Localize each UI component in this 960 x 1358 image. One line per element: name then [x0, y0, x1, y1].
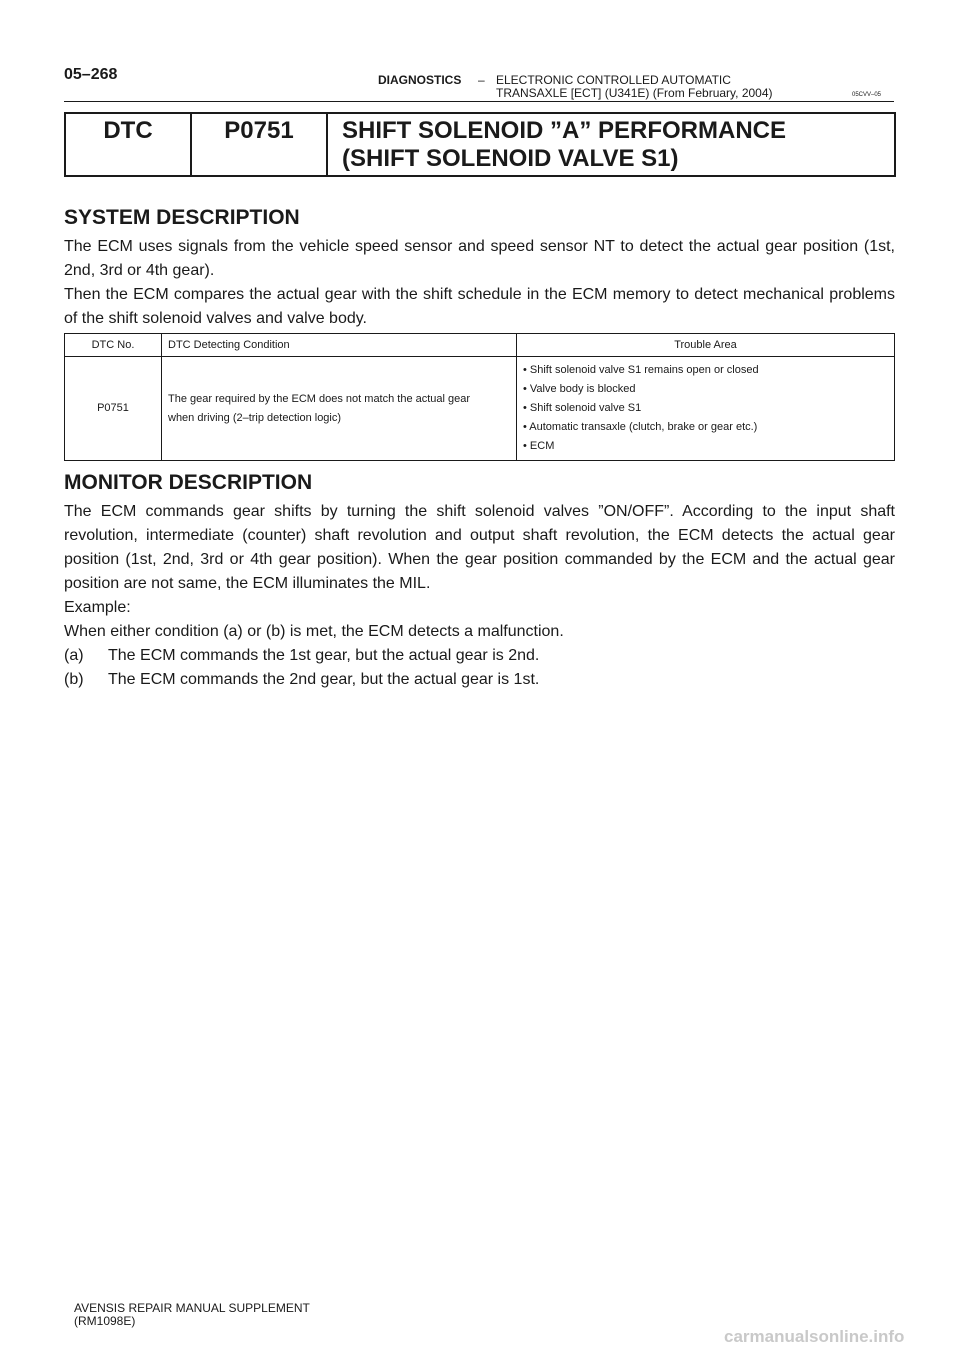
- condition-line2: when driving (2–trip detection logic): [168, 411, 342, 424]
- dtc-table: [64, 333, 895, 461]
- header-title-line1: ELECTRONIC CONTROLLED AUTOMATIC: [496, 73, 731, 87]
- header-rule: [64, 101, 894, 102]
- page-number: 05–268: [64, 66, 118, 83]
- trouble-area-item: • ECM: [523, 440, 555, 452]
- system-description-heading: SYSTEM DESCRIPTION: [64, 206, 300, 229]
- dtc-title-line2: (SHIFT SOLENOID VALVE S1): [342, 145, 679, 172]
- list-item: [64, 668, 895, 692]
- system-description-text: [64, 235, 895, 331]
- header-detecting-condition: DTC Detecting Condition: [162, 334, 517, 357]
- header-section: DIAGNOSTICS: [378, 73, 462, 87]
- monitor-description-text: [64, 500, 895, 692]
- list-item-label: (a): [64, 647, 84, 664]
- list-item-label: (b): [64, 671, 84, 688]
- list-item-text: The ECM commands the 2nd gear, but the actual gear is 1st.: [108, 671, 540, 688]
- footer-manual-code: (RM1098E): [74, 1314, 136, 1328]
- cell-detecting-condition: [162, 357, 517, 461]
- cell-dtc-no: P0751: [65, 357, 162, 461]
- monitor-description-paragraph: The ECM commands gear shifts by turning the shift solenoid valves ”ON/OFF”. According to the input shaft revolution, intermediate (counter) shaft revolution and output shaft revolution, the ECM detects the actual gear position (1st, 2nd, 3rd or 4th gear position). When the gear position commanded by the ECM and the actual gear position are not same, the ECM illuminates the MIL.: [64, 503, 895, 592]
- header-trouble-area: Trouble Area: [517, 334, 895, 357]
- trouble-area-item: • Shift solenoid valve S1 remains open or closed: [523, 364, 759, 376]
- dtc-title-line1: SHIFT SOLENOID ”A” PERFORMANCE: [342, 117, 787, 144]
- trouble-area-item: • Automatic transaxle (clutch, brake or gear etc.): [523, 421, 758, 433]
- dtc-label: DTC: [66, 114, 192, 175]
- header-dash: –: [478, 73, 485, 87]
- header-title-line2: TRANSAXLE [ECT] (U341E) (From February, 2004): [496, 86, 773, 100]
- example-list: [64, 644, 895, 692]
- system-description-paragraph2: Then the ECM compares the actual gear with the shift schedule in the ECM memory to detect mechanical problems of the shift solenoid valves and valve body.: [64, 286, 895, 327]
- example-intro: When either condition (a) or (b) is met, the ECM detects a malfunction.: [64, 623, 564, 640]
- table-row: [65, 357, 895, 461]
- trouble-area-item: • Shift solenoid valve S1: [523, 402, 642, 414]
- monitor-description-heading: MONITOR DESCRIPTION: [64, 471, 313, 494]
- header-dtc-no: DTC No.: [65, 334, 162, 357]
- condition-line1: The gear required by the ECM does not match the actual gear: [168, 392, 471, 405]
- doc-id: 05CVV–05: [852, 92, 882, 98]
- table-header-row: [65, 334, 895, 357]
- example-label: Example:: [64, 599, 131, 616]
- dtc-title: [328, 114, 786, 175]
- dtc-code: P0751: [192, 114, 328, 175]
- system-description-paragraph1: The ECM uses signals from the vehicle speed sensor and speed sensor NT to detect the actual gear position (1st, 2nd, 3rd or 4th gear).: [64, 238, 895, 279]
- watermark: carmanualsonline.info: [724, 1327, 905, 1346]
- dtc-title-box: [64, 112, 896, 177]
- list-item-text: The ECM commands the 1st gear, but the actual gear is 2nd.: [108, 647, 540, 664]
- trouble-area-item: • Valve body is blocked: [523, 383, 636, 395]
- cell-trouble-area: [517, 357, 895, 461]
- list-item: [64, 644, 895, 668]
- footer-manual-title: AVENSIS REPAIR MANUAL SUPPLEMENT: [74, 1301, 310, 1315]
